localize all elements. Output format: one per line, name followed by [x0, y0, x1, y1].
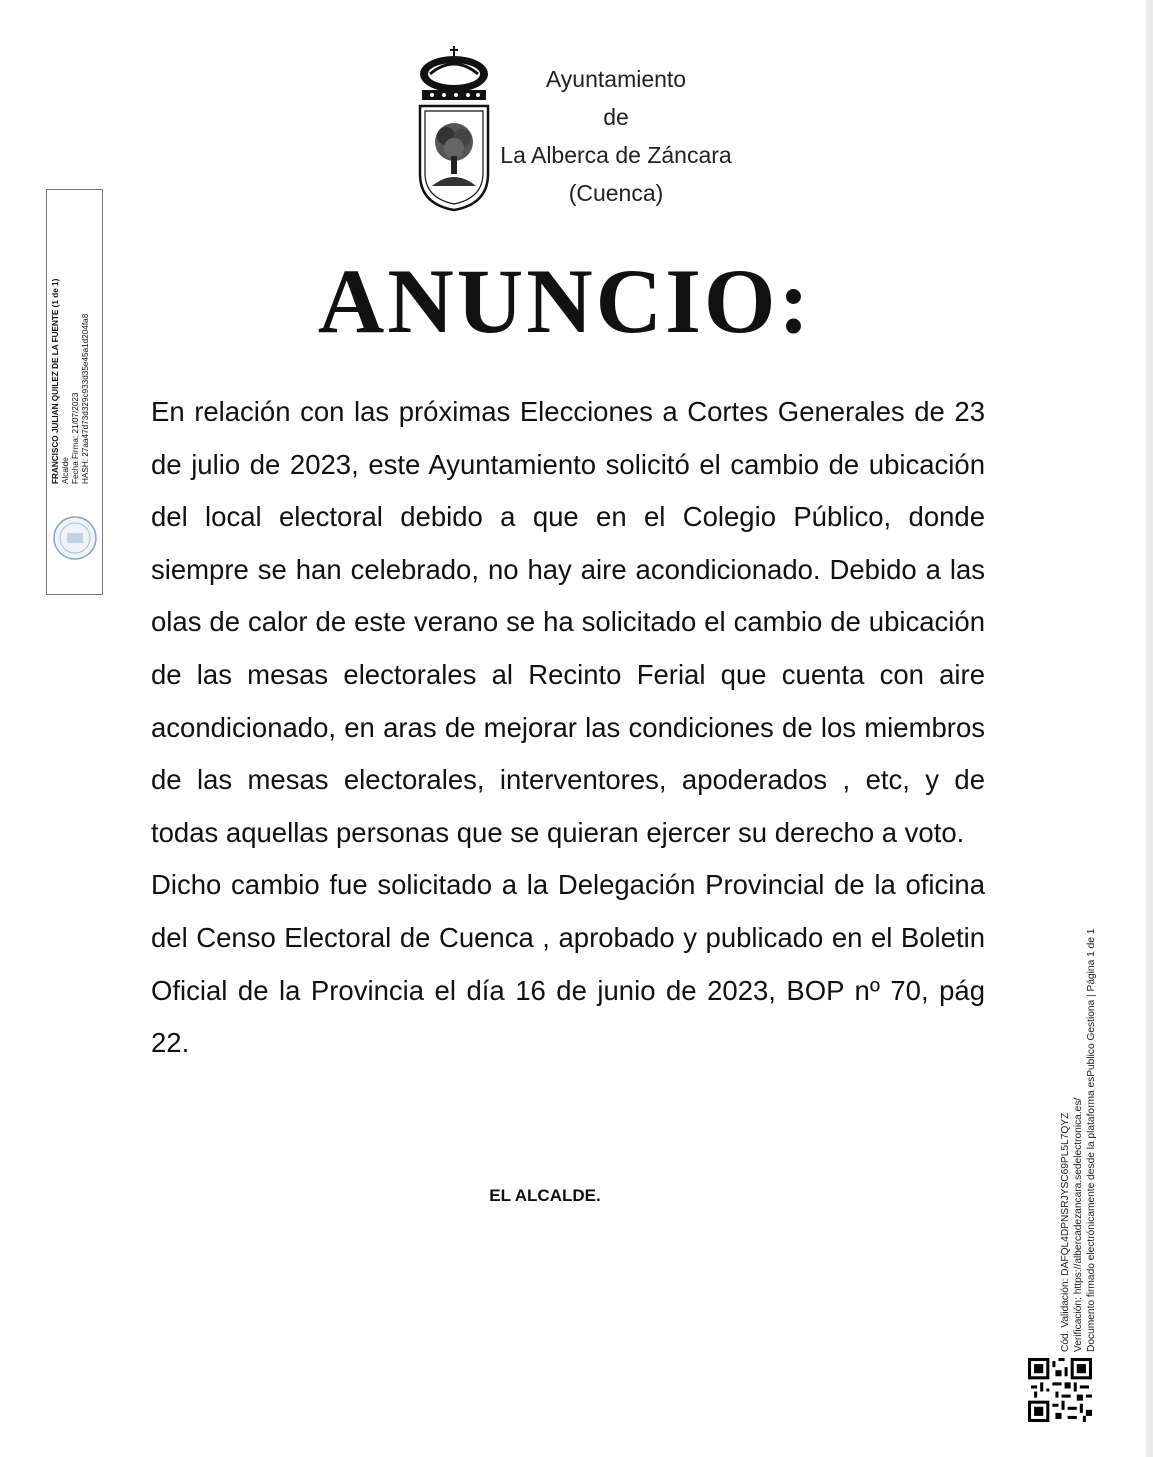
coat-of-arms-icon [412, 44, 496, 214]
body-paragraph-1: En relación con las próximas Elecciones a Cortes Generales de 23 de julio de 2023, este Ayuntamiento solicitó el cambio de ubicación del local electoral debido a que en el Colegio Público, donde siempre se han celebrado, no hay aire acondicionado. Debido a las olas de calor de este verano se ha solicitado el cambio de ubicación de las mesas electorales al Recinto Ferial que cuenta con aire acondicionado, en aras de mejorar las condiciones de los miembros de las mesas electorales, interventores, apoderados , etc, y de todas aquellas personas que se quieran ejercer su derecho a voto. [151, 396, 985, 848]
signer-name: FRANCISCO JULIAN QUILEZ DE LA FUENTE (1 de 1) [51, 278, 60, 484]
platform-note: Documento firmado electrónicamente desde la plataforma esPublico Gestiona | Página 1 de 1 [1086, 928, 1097, 1352]
body-paragraph-2: Dicho cambio fue solicitado a la Delegación Provincial de la oficina del Censo Electoral de Cuenca , aprobado y publicado en el Boletin Oficial de la Provincia el día 16 de junio de 2023, BOP nº 70, pág 22. [151, 869, 985, 1059]
signature-hash: HASH: 27aa47d73d329c933d35e45a1d204fa8 [81, 313, 90, 484]
issuer-line-2: de [603, 104, 629, 130]
announcement-body [151, 386, 985, 1070]
signature-details [51, 244, 99, 484]
signer-role: Alcalde [61, 457, 70, 484]
verification-url: Verificación: https://albercadezancara.sedelectronica.es/ [1073, 1097, 1084, 1352]
issuer-block [490, 60, 742, 212]
verification-footer [1059, 874, 1103, 1352]
page-edge-shadow [1146, 0, 1153, 1457]
issuer-line-3: La Alberca de Záncara [500, 142, 732, 168]
signature-line: EL ALCALDE. [489, 1186, 601, 1205]
qr-code-icon [1028, 1358, 1092, 1422]
official-seal-icon [52, 515, 98, 561]
announcement-title: ANUNCIO: [317, 250, 813, 352]
issuer-line-1: Ayuntamiento [545, 66, 687, 92]
validation-code: Cód. Validación: DAFQL4DPNSRJYSC69PL5L7QYZ [1060, 1112, 1071, 1352]
signature-date: Fecha Firma: 21/07/2023 [71, 392, 80, 484]
issuer-line-4: (Cuenca) [568, 180, 664, 206]
